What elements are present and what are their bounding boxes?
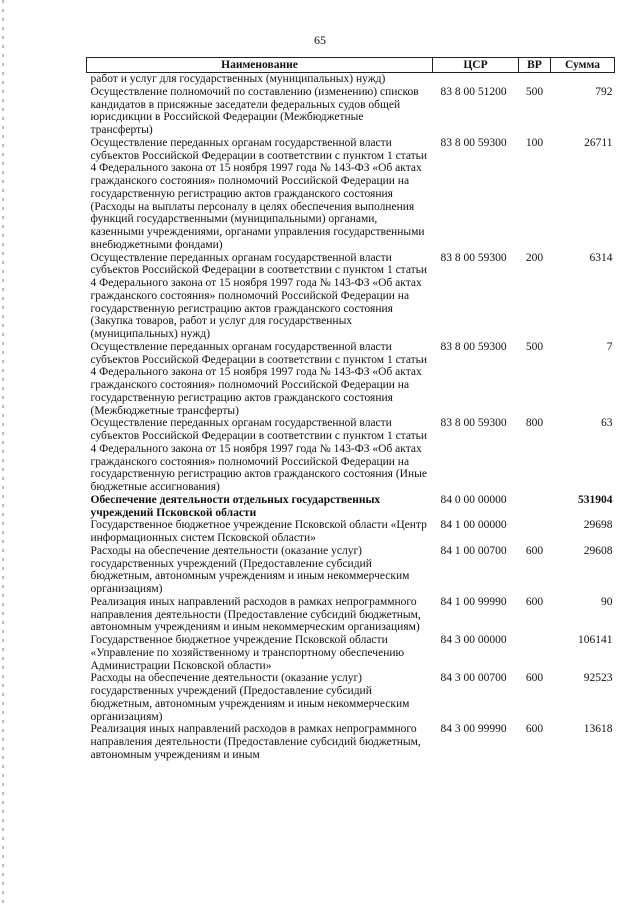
row-csr: 83 8 00 59300 [440,340,507,353]
row-csr: 84 3 00 00700 [440,672,507,685]
row-csr: 83 8 00 59300 [440,251,507,264]
row-vr [519,519,551,545]
row-vr: 600 [525,723,544,736]
table-row [87,494,615,520]
row-name: работ и услуг для государственных (муниципальных) нужд) [90,73,386,85]
row-csr: 84 0 00 00000 [440,493,507,506]
row-sum: 92523 [583,672,613,685]
row-name: Осуществление переданных органам государственной власти субъектов Российской Федерации в соответствии с пунктом 1 статьи 4 Федерального закона от 15 ноября 1997 года № 143-ФЗ «Об актах гражданского состояния» полномочий Российской Федерации на государственную регистрацию актов гражданского состояния (Иные бюджетные ассигнования) [90,417,428,493]
scan-edge-marks [2,0,4,905]
row-sum: 90 [601,595,613,608]
row-csr [433,73,519,86]
row-sum: 26711 [584,136,613,149]
table-row [87,519,615,545]
header-vr: ВР [519,58,551,73]
budget-table [86,57,615,762]
table-row [87,545,615,596]
header-name: Наименование [87,58,433,73]
row-sum: 792 [595,85,613,98]
row-vr: 500 [525,85,544,98]
row-sum: 13618 [583,723,613,736]
table-row [87,341,615,418]
row-csr: 83 8 00 51200 [440,85,507,98]
table-row [87,137,615,252]
row-name: Осуществление полномочий по составлению (изменению) списков кандидатов в присяжные заседатели федеральных судов общей юрисдикции в Российской Федерации (Межбюджетные трансферты) [90,85,419,136]
row-name: Реализация иных направлений расходов в рамках непрограммного направления деятельности (Предоставление субсидий бюджетным, автономным учреждениям и иным некоммерческим организациям) [90,595,421,634]
row-csr: 84 3 00 00000 [440,634,507,646]
table-row [87,672,615,723]
table-row [87,86,615,137]
row-sum [551,73,615,86]
row-name: Обеспечение деятельности отдельных государственных учреждений Псковской области [90,493,381,519]
table-row [87,73,615,86]
row-csr: 83 8 00 59300 [440,136,507,149]
page-number: 65 [314,33,326,47]
row-csr: 84 1 00 00000 [440,519,507,532]
row-csr: 84 3 00 99990 [440,723,507,736]
table-header-row [87,58,615,73]
table-row [87,252,615,341]
row-name: Государственное бюджетное учреждение Псковской области «Центр информационных систем Псковской области» [90,519,427,544]
row-vr: 600 [525,544,544,557]
table-row [87,596,615,634]
row-csr: 84 1 00 99990 [440,595,507,608]
row-vr: 500 [525,340,544,353]
header-sum: Сумма [551,58,615,73]
row-name: Расходы на обеспечение деятельности (оказание услуг) государственных учреждений (Предоставление субсидий бюджетным, автономным учреждениям и иным некоммерческим организациям) [90,544,410,595]
row-vr: 600 [525,595,544,608]
table-body [87,73,615,762]
row-vr [519,494,551,520]
table-row [87,723,615,761]
row-sum: 29698 [583,519,613,532]
table-row [87,417,615,494]
row-vr [519,634,551,672]
row-vr: 200 [525,251,544,264]
row-sum: 7 [606,340,613,353]
row-name: Государственное бюджетное учреждение Псковской области «Управление по хозяйственному и транспортному обеспечению Администрации Псковской области» [90,634,405,672]
row-name: Расходы на обеспечение деятельности (оказание услуг) государственных учреждений (Предоставление субсидий бюджетным, автономным учреждениям и иным некоммерческим организациям) [90,672,410,723]
row-sum: 29608 [583,544,613,557]
row-sum: 6314 [589,251,613,264]
row-name: Осуществление переданных органам государственной власти субъектов Российской Федерации в соответствии с пунктом 1 статьи 4 Федерального закона от 15 ноября 1997 года № 143-ФЗ «Об актах гражданского состояния» полномочий Российской Федерации на государственную регистрацию актов гражданского состояния (Закупка товаров, работ и услуг для государственных (муниципальных) нужд) [90,251,428,340]
row-vr: 800 [525,417,544,430]
row-vr: 600 [525,672,544,685]
table-row [87,634,615,672]
row-sum: 531904 [578,493,613,506]
row-name: Осуществление переданных органам государственной власти субъектов Российской Федерации в соответствии с пунктом 1 статьи 4 Федерального закона от 15 ноября 1997 года № 143-ФЗ «Об актах гражданского состояния» полномочий Российской Федерации на государственную регистрацию актов гражданского состояния (Межбюджетные трансферты) [90,340,428,417]
row-sum: 106141 [578,634,613,646]
row-vr [519,73,551,86]
row-csr: 83 8 00 59300 [440,417,507,430]
row-name: Осуществление переданных органам государственной власти субъектов Российской Федерации в соответствии с пунктом 1 статьи 4 Федерального закона от 15 ноября 1997 года № 143-ФЗ «Об актах гражданского состояния» полномочий Российской Федерации на государственную регистрацию актов гражданского состояния (Расходы на выплаты персоналу в целях обеспечения выполнения функций государственными (муниципальными) органами, казенными учреждениями, органами управления государственными внебюджетными фондами) [90,136,428,251]
row-name: Реализация иных направлений расходов в рамках непрограммного направления деятельности (Предоставление субсидий бюджетным, автономным учреждениям и иным [90,723,421,761]
header-csr: ЦСР [433,58,519,73]
row-csr: 84 1 00 00700 [440,544,507,557]
row-sum: 63 [601,417,613,430]
row-vr: 100 [525,136,544,149]
